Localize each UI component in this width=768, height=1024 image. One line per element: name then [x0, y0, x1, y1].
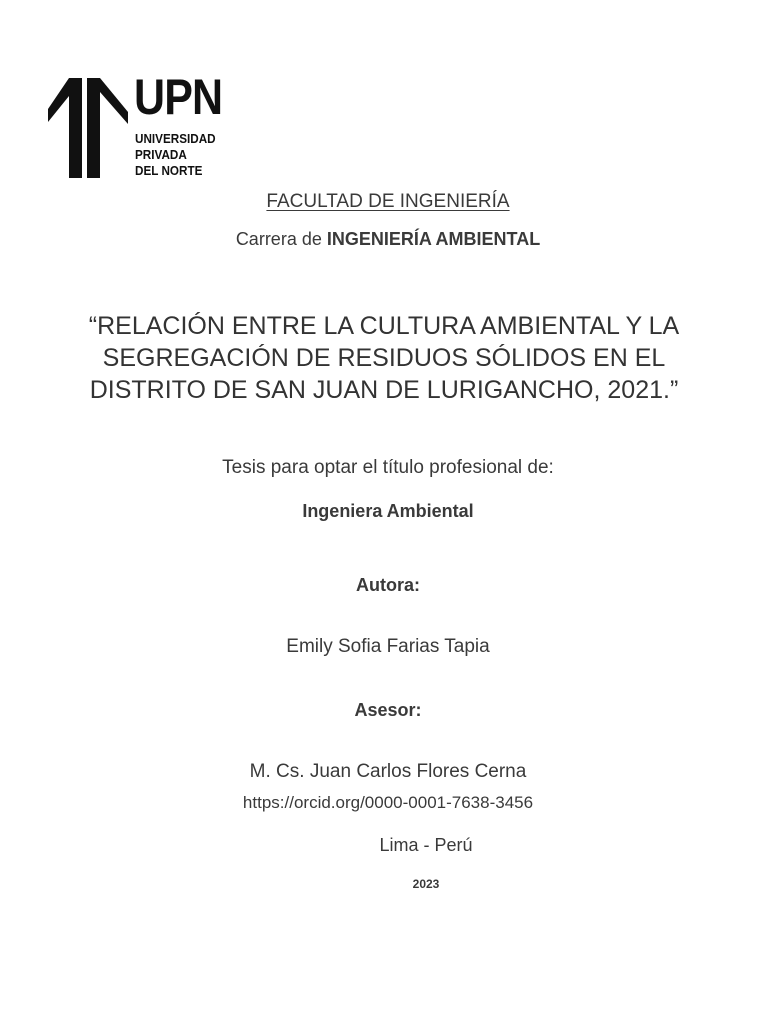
advisor-name: M. Cs. Juan Carlos Flores Cerna	[249, 761, 527, 782]
degree-title: Ingeniera Ambiental	[302, 501, 474, 521]
logo-line-2: PRIVADA	[135, 147, 187, 162]
career-prefix: Carrera de	[235, 229, 327, 249]
thesis-title-line-3: DISTRITO DE SAN JUAN DE LURIGANCHO, 2021.”	[89, 376, 679, 404]
advisor-orcid: https://orcid.org/0000-0001-7638-3456	[242, 793, 534, 812]
career-line	[4, 229, 768, 250]
faculty-text: FACULTAD DE INGENIERÍA	[266, 191, 510, 212]
faculty-heading	[4, 191, 768, 213]
thesis-title-line-2: SEGREGACIÓN DE RESIDUOS SÓLIDOS EN EL	[102, 344, 666, 372]
university-logo	[48, 69, 228, 178]
year: 2023	[412, 877, 440, 891]
thesis-intro: Tesis para optar el título profesional de:	[222, 457, 554, 478]
logo-acronym: UPN	[134, 69, 223, 125]
logo-line-3: DEL NORTE	[135, 163, 203, 178]
thesis-title	[0, 310, 768, 406]
upn-arrow-logo-icon	[48, 78, 128, 178]
author-label: Autora:	[356, 575, 420, 595]
thesis-title-line-1: “RELACIÓN ENTRE LA CULTURA AMBIENTAL Y LA	[88, 312, 680, 340]
place: Lima - Perú	[379, 835, 473, 855]
career-name: INGENIERÍA AMBIENTAL	[326, 229, 541, 249]
logo-line-1: UNIVERSIDAD	[135, 131, 216, 146]
advisor-label: Asesor:	[354, 700, 422, 720]
author-name: Emily Sofia Farias Tapia	[286, 636, 490, 657]
